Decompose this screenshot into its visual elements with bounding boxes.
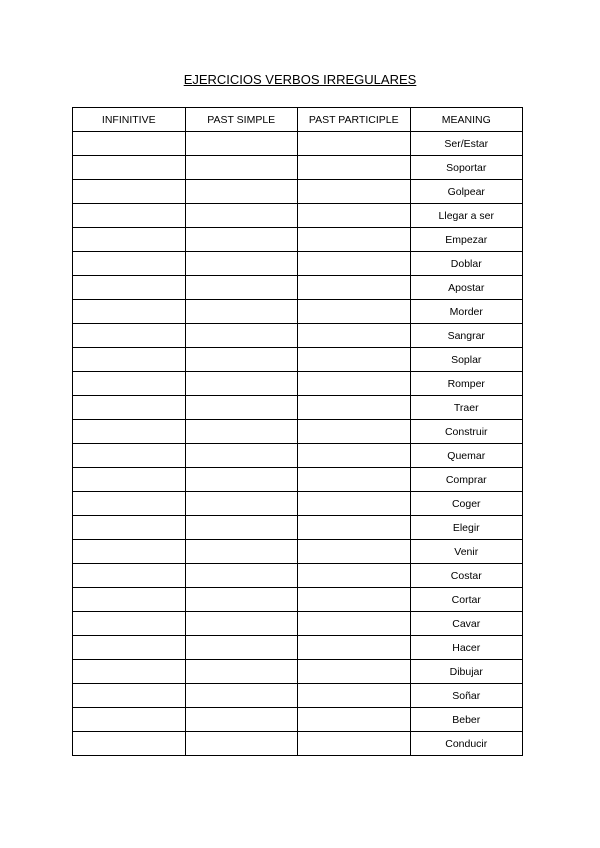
- past-simple-cell[interactable]: [185, 660, 298, 684]
- meaning-cell: Empezar: [410, 228, 523, 252]
- past-simple-cell[interactable]: [185, 396, 298, 420]
- past-simple-cell[interactable]: [185, 420, 298, 444]
- past-participle-cell[interactable]: [298, 444, 411, 468]
- past-participle-cell[interactable]: [298, 180, 411, 204]
- meaning-cell: Soñar: [410, 684, 523, 708]
- infinitive-cell[interactable]: [73, 324, 186, 348]
- meaning-cell: Romper: [410, 372, 523, 396]
- past-simple-cell[interactable]: [185, 468, 298, 492]
- infinitive-cell[interactable]: [73, 252, 186, 276]
- table-row: [73, 732, 523, 756]
- meaning-cell: Quemar: [410, 444, 523, 468]
- meaning-cell: Comprar: [410, 468, 523, 492]
- meaning-cell: Elegir: [410, 516, 523, 540]
- meaning-cell: Morder: [410, 300, 523, 324]
- table-row: [73, 684, 523, 708]
- infinitive-cell[interactable]: [73, 204, 186, 228]
- past-participle-cell[interactable]: [298, 492, 411, 516]
- table-row: [73, 132, 523, 156]
- infinitive-cell[interactable]: [73, 444, 186, 468]
- past-simple-cell[interactable]: [185, 612, 298, 636]
- past-participle-cell[interactable]: [298, 564, 411, 588]
- infinitive-cell[interactable]: [73, 156, 186, 180]
- past-simple-cell[interactable]: [185, 492, 298, 516]
- past-simple-cell[interactable]: [185, 708, 298, 732]
- past-simple-cell[interactable]: [185, 204, 298, 228]
- table-row: [73, 228, 523, 252]
- table-row: [73, 372, 523, 396]
- past-simple-cell[interactable]: [185, 276, 298, 300]
- past-simple-cell[interactable]: [185, 684, 298, 708]
- past-participle-cell[interactable]: [298, 660, 411, 684]
- header-meaning: MEANING: [410, 108, 523, 132]
- meaning-cell: Construir: [410, 420, 523, 444]
- table-row: [73, 276, 523, 300]
- past-participle-cell[interactable]: [298, 324, 411, 348]
- past-simple-cell[interactable]: [185, 228, 298, 252]
- table-row: [73, 660, 523, 684]
- table-row: [73, 300, 523, 324]
- meaning-cell: Sangrar: [410, 324, 523, 348]
- past-simple-cell[interactable]: [185, 324, 298, 348]
- infinitive-cell[interactable]: [73, 588, 186, 612]
- infinitive-cell[interactable]: [73, 468, 186, 492]
- past-participle-cell[interactable]: [298, 684, 411, 708]
- table-row: [73, 564, 523, 588]
- past-simple-cell[interactable]: [185, 444, 298, 468]
- past-participle-cell[interactable]: [298, 612, 411, 636]
- header-past-participle: PAST PARTICIPLE: [298, 108, 411, 132]
- infinitive-cell[interactable]: [73, 660, 186, 684]
- infinitive-cell[interactable]: [73, 276, 186, 300]
- table-row: [73, 444, 523, 468]
- table-row: [73, 420, 523, 444]
- past-participle-cell[interactable]: [298, 132, 411, 156]
- past-participle-cell[interactable]: [298, 276, 411, 300]
- table-header-row: [73, 108, 523, 132]
- infinitive-cell[interactable]: [73, 564, 186, 588]
- table-row: [73, 252, 523, 276]
- past-participle-cell[interactable]: [298, 516, 411, 540]
- past-simple-cell[interactable]: [185, 588, 298, 612]
- past-participle-cell[interactable]: [298, 588, 411, 612]
- infinitive-cell[interactable]: [73, 420, 186, 444]
- past-simple-cell[interactable]: [185, 732, 298, 756]
- past-simple-cell[interactable]: [185, 636, 298, 660]
- table-row: [73, 612, 523, 636]
- past-participle-cell[interactable]: [298, 348, 411, 372]
- meaning-cell: Golpear: [410, 180, 523, 204]
- table-row: [73, 204, 523, 228]
- meaning-cell: Costar: [410, 564, 523, 588]
- meaning-cell: Hacer: [410, 636, 523, 660]
- infinitive-cell[interactable]: [73, 540, 186, 564]
- table-row: [73, 396, 523, 420]
- infinitive-cell[interactable]: [73, 708, 186, 732]
- table-row: [73, 492, 523, 516]
- meaning-cell: Llegar a ser: [410, 204, 523, 228]
- meaning-cell: Ser/Estar: [410, 132, 523, 156]
- meaning-cell: Doblar: [410, 252, 523, 276]
- header-past-simple: PAST SIMPLE: [185, 108, 298, 132]
- meaning-cell: Coger: [410, 492, 523, 516]
- table-row: [73, 468, 523, 492]
- infinitive-cell[interactable]: [73, 732, 186, 756]
- meaning-cell: Cortar: [410, 588, 523, 612]
- past-participle-cell[interactable]: [298, 420, 411, 444]
- past-participle-cell[interactable]: [298, 396, 411, 420]
- past-simple-cell[interactable]: [185, 180, 298, 204]
- infinitive-cell[interactable]: [73, 636, 186, 660]
- past-simple-cell[interactable]: [185, 300, 298, 324]
- past-participle-cell[interactable]: [298, 468, 411, 492]
- verbs-table: [72, 107, 523, 756]
- infinitive-cell[interactable]: [73, 180, 186, 204]
- meaning-cell: Conducir: [410, 732, 523, 756]
- meaning-cell: Soplar: [410, 348, 523, 372]
- past-participle-cell[interactable]: [298, 228, 411, 252]
- table-row: [73, 540, 523, 564]
- past-participle-cell[interactable]: [298, 732, 411, 756]
- table-row: [73, 324, 523, 348]
- infinitive-cell[interactable]: [73, 348, 186, 372]
- table-row: [73, 588, 523, 612]
- meaning-cell: Soportar: [410, 156, 523, 180]
- meaning-cell: Beber: [410, 708, 523, 732]
- past-simple-cell[interactable]: [185, 540, 298, 564]
- past-participle-cell[interactable]: [298, 636, 411, 660]
- past-participle-cell[interactable]: [298, 372, 411, 396]
- past-simple-cell[interactable]: [185, 372, 298, 396]
- header-infinitive: INFINITIVE: [73, 108, 186, 132]
- past-simple-cell[interactable]: [185, 132, 298, 156]
- infinitive-cell[interactable]: [73, 300, 186, 324]
- infinitive-cell[interactable]: [73, 684, 186, 708]
- table-row: [73, 708, 523, 732]
- table-row: [73, 516, 523, 540]
- past-simple-cell[interactable]: [185, 252, 298, 276]
- table-row: [73, 156, 523, 180]
- meaning-cell: Dibujar: [410, 660, 523, 684]
- past-participle-cell[interactable]: [298, 252, 411, 276]
- past-participle-cell[interactable]: [298, 204, 411, 228]
- infinitive-cell[interactable]: [73, 492, 186, 516]
- meaning-cell: Venir: [410, 540, 523, 564]
- infinitive-cell[interactable]: [73, 612, 186, 636]
- page-title: EJERCICIOS VERBOS IRREGULARES: [183, 72, 417, 87]
- table-row: [73, 636, 523, 660]
- infinitive-cell[interactable]: [73, 516, 186, 540]
- infinitive-cell[interactable]: [73, 372, 186, 396]
- past-simple-cell[interactable]: [185, 516, 298, 540]
- table-row: [73, 348, 523, 372]
- infinitive-cell[interactable]: [73, 132, 186, 156]
- past-simple-cell[interactable]: [185, 156, 298, 180]
- meaning-cell: Apostar: [410, 276, 523, 300]
- meaning-cell: Traer: [410, 396, 523, 420]
- past-participle-cell[interactable]: [298, 708, 411, 732]
- past-simple-cell[interactable]: [185, 348, 298, 372]
- past-simple-cell[interactable]: [185, 564, 298, 588]
- table-row: [73, 180, 523, 204]
- infinitive-cell[interactable]: [73, 228, 186, 252]
- meaning-cell: Cavar: [410, 612, 523, 636]
- past-participle-cell[interactable]: [298, 540, 411, 564]
- infinitive-cell[interactable]: [73, 396, 186, 420]
- past-participle-cell[interactable]: [298, 156, 411, 180]
- past-participle-cell[interactable]: [298, 300, 411, 324]
